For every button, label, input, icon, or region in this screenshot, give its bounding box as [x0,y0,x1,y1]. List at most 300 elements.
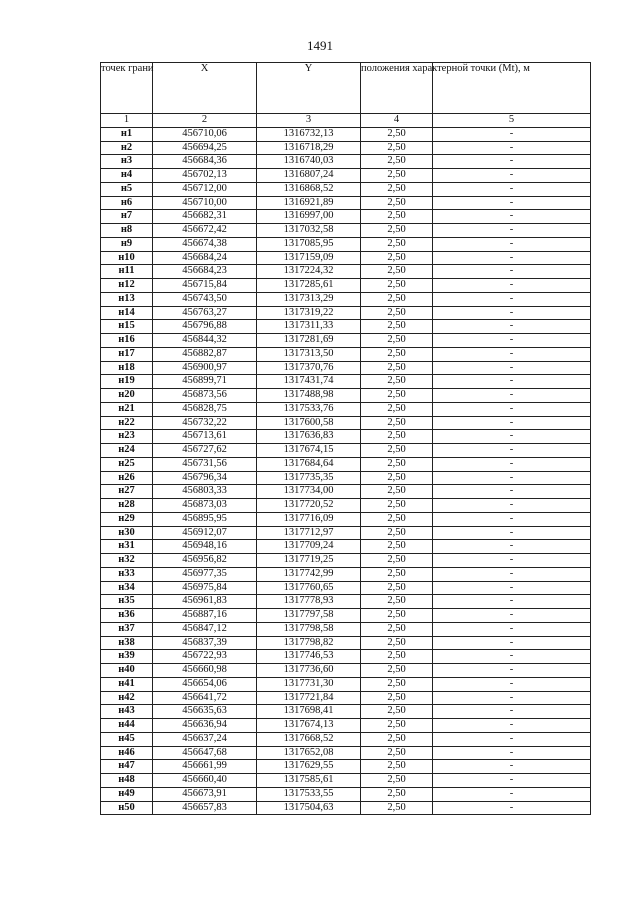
col5-cell: - [433,526,591,540]
y-cell: 1317085,95 [257,237,361,251]
col5-cell: - [433,691,591,705]
y-cell: 1317778,93 [257,595,361,609]
point-id-cell: н1 [101,127,153,141]
point-id-cell: н30 [101,526,153,540]
accuracy-cell: 2,50 [361,650,433,664]
point-id-cell: н25 [101,457,153,471]
table-row [101,760,591,774]
accuracy-cell: 2,50 [361,375,433,389]
y-cell: 1317533,76 [257,402,361,416]
y-cell: 1317674,13 [257,719,361,733]
x-cell: 456654,06 [153,677,257,691]
point-id-cell: н10 [101,251,153,265]
accuracy-cell: 2,50 [361,265,433,279]
x-cell: 456882,87 [153,347,257,361]
col5-cell: - [433,182,591,196]
x-cell: 456727,62 [153,444,257,458]
x-cell: 456684,23 [153,265,257,279]
x-cell: 456895,95 [153,512,257,526]
point-id-cell: н11 [101,265,153,279]
accuracy-cell: 2,50 [361,155,433,169]
table-row [101,471,591,485]
y-cell: 1316718,29 [257,141,361,155]
accuracy-cell: 2,50 [361,774,433,788]
x-cell: 456873,03 [153,499,257,513]
table-row [101,444,591,458]
table-row [101,499,591,513]
x-cell: 456731,56 [153,457,257,471]
table-row [101,609,591,623]
accuracy-cell: 2,50 [361,787,433,801]
col5-cell: - [433,210,591,224]
col5-cell: - [433,567,591,581]
y-cell: 1316868,52 [257,182,361,196]
x-cell: 456635,63 [153,705,257,719]
column-number: 5 [433,114,591,128]
accuracy-cell: 2,50 [361,512,433,526]
col5-cell: - [433,224,591,238]
y-cell: 1317742,99 [257,567,361,581]
point-id-cell: н18 [101,361,153,375]
accuracy-cell: 2,50 [361,416,433,430]
point-id-cell: н12 [101,279,153,293]
table-row [101,210,591,224]
y-cell: 1317285,61 [257,279,361,293]
x-cell: 456900,97 [153,361,257,375]
table-row [101,347,591,361]
y-cell: 1317636,83 [257,430,361,444]
y-cell: 1317668,52 [257,732,361,746]
table-row [101,402,591,416]
y-cell: 1317712,97 [257,526,361,540]
column-number: 1 [101,114,153,128]
y-cell: 1317736,60 [257,664,361,678]
x-cell: 456660,40 [153,774,257,788]
table-row [101,774,591,788]
table-row [101,485,591,499]
accuracy-cell: 2,50 [361,347,433,361]
table-row [101,251,591,265]
col5-cell: - [433,292,591,306]
y-cell: 1317370,76 [257,361,361,375]
table-row [101,416,591,430]
x-cell: 456828,75 [153,402,257,416]
point-id-cell: н39 [101,650,153,664]
x-cell: 456763,27 [153,306,257,320]
point-id-cell: н5 [101,182,153,196]
col5-cell: - [433,375,591,389]
col5-cell: - [433,719,591,733]
y-cell: 1317798,82 [257,636,361,650]
col5-cell: - [433,760,591,774]
point-id-cell: н31 [101,540,153,554]
point-id-cell: н29 [101,512,153,526]
point-id-cell: н41 [101,677,153,691]
table-row [101,581,591,595]
y-cell: 1317674,15 [257,444,361,458]
y-cell: 1317698,41 [257,705,361,719]
col5-cell: - [433,251,591,265]
table-row [101,746,591,760]
point-id-cell: н13 [101,292,153,306]
accuracy-cell: 2,50 [361,499,433,513]
x-cell: 456956,82 [153,554,257,568]
x-cell: 456722,93 [153,650,257,664]
col5-cell: - [433,389,591,403]
col5-cell: - [433,677,591,691]
point-id-cell: н32 [101,554,153,568]
col5-cell: - [433,196,591,210]
table-row [101,141,591,155]
accuracy-cell: 2,50 [361,444,433,458]
accuracy-cell: 2,50 [361,237,433,251]
accuracy-cell: 2,50 [361,471,433,485]
y-cell: 1317311,33 [257,320,361,334]
table-body [101,127,591,815]
accuracy-cell: 2,50 [361,485,433,499]
col5-cell: - [433,416,591,430]
accuracy-cell: 2,50 [361,251,433,265]
y-cell: 1317684,64 [257,457,361,471]
point-id-cell: н4 [101,169,153,183]
y-cell: 1317652,08 [257,746,361,760]
table-row [101,636,591,650]
y-cell: 1317746,53 [257,650,361,664]
y-cell: 1317719,25 [257,554,361,568]
col5-cell: - [433,664,591,678]
y-cell: 1317585,61 [257,774,361,788]
accuracy-cell: 2,50 [361,320,433,334]
x-cell: 456732,22 [153,416,257,430]
header-y: Y [257,63,361,114]
x-cell: 456672,42 [153,224,257,238]
col5-cell: - [433,237,591,251]
x-cell: 456713,61 [153,430,257,444]
x-cell: 456847,12 [153,622,257,636]
accuracy-cell: 2,50 [361,677,433,691]
y-cell: 1317798,58 [257,622,361,636]
x-cell: 456710,06 [153,127,257,141]
point-id-cell: н43 [101,705,153,719]
x-cell: 456661,99 [153,760,257,774]
y-cell: 1316732,13 [257,127,361,141]
accuracy-cell: 2,50 [361,210,433,224]
table-row [101,389,591,403]
y-cell: 1316997,00 [257,210,361,224]
y-cell: 1317159,09 [257,251,361,265]
accuracy-cell: 2,50 [361,279,433,293]
table-row [101,512,591,526]
accuracy-cell: 2,50 [361,402,433,416]
x-cell: 456912,07 [153,526,257,540]
point-id-cell: н3 [101,155,153,169]
point-id-cell: н48 [101,774,153,788]
y-cell: 1317600,58 [257,416,361,430]
accuracy-cell: 2,50 [361,127,433,141]
col5-cell: - [433,471,591,485]
x-cell: 456637,24 [153,732,257,746]
table-row [101,265,591,279]
y-cell: 1317735,35 [257,471,361,485]
col5-cell: - [433,127,591,141]
table-row [101,237,591,251]
point-id-cell: н2 [101,141,153,155]
col5-cell: - [433,485,591,499]
table-row [101,320,591,334]
table-row [101,595,591,609]
y-cell: 1317281,69 [257,334,361,348]
x-cell: 456803,33 [153,485,257,499]
x-cell: 456975,84 [153,581,257,595]
point-id-cell: н19 [101,375,153,389]
col5-cell: - [433,334,591,348]
table-row [101,224,591,238]
point-id-cell: н14 [101,306,153,320]
point-id-cell: н9 [101,237,153,251]
accuracy-cell: 2,50 [361,526,433,540]
col5-cell: - [433,512,591,526]
col5-cell: - [433,457,591,471]
point-id-cell: н22 [101,416,153,430]
point-id-cell: н26 [101,471,153,485]
x-cell: 456702,13 [153,169,257,183]
accuracy-cell: 2,50 [361,636,433,650]
y-cell: 1317032,58 [257,224,361,238]
col5-cell: - [433,347,591,361]
col5-cell: - [433,169,591,183]
accuracy-cell: 2,50 [361,334,433,348]
table-row [101,457,591,471]
y-cell: 1317720,52 [257,499,361,513]
point-id-cell: н42 [101,691,153,705]
accuracy-cell: 2,50 [361,746,433,760]
point-id-cell: н21 [101,402,153,416]
x-cell: 456712,00 [153,182,257,196]
col5-cell: - [433,279,591,293]
y-cell: 1317313,29 [257,292,361,306]
accuracy-cell: 2,50 [361,389,433,403]
y-cell: 1317716,09 [257,512,361,526]
header-accuracy: положения характерной точки (Mt), м [361,63,433,114]
accuracy-cell: 2,50 [361,705,433,719]
table-row [101,650,591,664]
col5-cell: - [433,554,591,568]
col5-cell: - [433,320,591,334]
accuracy-cell: 2,50 [361,540,433,554]
col5-cell: - [433,141,591,155]
accuracy-cell: 2,50 [361,361,433,375]
table-row [101,334,591,348]
table-row [101,279,591,293]
y-cell: 1317734,00 [257,485,361,499]
x-cell: 456684,24 [153,251,257,265]
table-row [101,306,591,320]
y-cell: 1317313,50 [257,347,361,361]
accuracy-cell: 2,50 [361,182,433,196]
header-point: точек грани [101,63,153,114]
col5-cell: - [433,444,591,458]
x-cell: 456641,72 [153,691,257,705]
y-cell: 1317797,58 [257,609,361,623]
point-id-cell: н36 [101,609,153,623]
col5-cell: - [433,402,591,416]
col5-cell: - [433,746,591,760]
accuracy-cell: 2,50 [361,567,433,581]
point-id-cell: н15 [101,320,153,334]
y-cell: 1317488,98 [257,389,361,403]
x-cell: 456977,35 [153,567,257,581]
point-id-cell: н20 [101,389,153,403]
table-row [101,567,591,581]
table-row [101,169,591,183]
point-id-cell: н23 [101,430,153,444]
table-row [101,622,591,636]
header-row [101,63,591,114]
x-cell: 456796,88 [153,320,257,334]
table-row [101,691,591,705]
point-id-cell: н47 [101,760,153,774]
accuracy-cell: 2,50 [361,691,433,705]
point-id-cell: н6 [101,196,153,210]
x-cell: 456710,00 [153,196,257,210]
point-id-cell: н45 [101,732,153,746]
point-id-cell: н28 [101,499,153,513]
x-cell: 456674,38 [153,237,257,251]
accuracy-cell: 2,50 [361,719,433,733]
x-cell: 456873,56 [153,389,257,403]
table-row [101,182,591,196]
accuracy-cell: 2,50 [361,554,433,568]
column-number: 2 [153,114,257,128]
accuracy-cell: 2,50 [361,430,433,444]
y-cell: 1317319,22 [257,306,361,320]
boundary-points-table [100,62,591,815]
col5-cell: - [433,650,591,664]
point-id-cell: н33 [101,567,153,581]
table-row [101,554,591,568]
accuracy-cell: 2,50 [361,457,433,471]
header-x: X [153,63,257,114]
col5-cell: - [433,265,591,279]
accuracy-cell: 2,50 [361,141,433,155]
point-id-cell: н27 [101,485,153,499]
point-id-cell: н7 [101,210,153,224]
x-cell: 456657,83 [153,801,257,815]
point-id-cell: н16 [101,334,153,348]
col5-cell: - [433,540,591,554]
y-cell: 1317431,74 [257,375,361,389]
point-id-cell: н50 [101,801,153,815]
col5-cell: - [433,430,591,444]
accuracy-cell: 2,50 [361,664,433,678]
accuracy-cell: 2,50 [361,609,433,623]
point-id-cell: н34 [101,581,153,595]
point-id-cell: н35 [101,595,153,609]
table-row [101,664,591,678]
col5-cell: - [433,361,591,375]
point-id-cell: н24 [101,444,153,458]
x-cell: 456961,83 [153,595,257,609]
accuracy-cell: 2,50 [361,595,433,609]
x-cell: 456682,31 [153,210,257,224]
y-cell: 1317629,55 [257,760,361,774]
table-row [101,292,591,306]
point-id-cell: н17 [101,347,153,361]
x-cell: 456743,50 [153,292,257,306]
accuracy-cell: 2,50 [361,581,433,595]
col5-cell: - [433,499,591,513]
col5-cell: - [433,732,591,746]
col5-cell: - [433,787,591,801]
y-cell: 1317721,84 [257,691,361,705]
y-cell: 1317709,24 [257,540,361,554]
point-id-cell: н38 [101,636,153,650]
accuracy-cell: 2,50 [361,169,433,183]
y-cell: 1317224,32 [257,265,361,279]
table-row [101,430,591,444]
col5-cell: - [433,705,591,719]
x-cell: 456715,84 [153,279,257,293]
x-cell: 456837,39 [153,636,257,650]
col5-cell: - [433,581,591,595]
col5-cell: - [433,774,591,788]
x-cell: 456948,16 [153,540,257,554]
col5-cell: - [433,622,591,636]
x-cell: 456684,36 [153,155,257,169]
table-row [101,677,591,691]
accuracy-cell: 2,50 [361,732,433,746]
col5-cell: - [433,155,591,169]
accuracy-cell: 2,50 [361,801,433,815]
point-id-cell: н49 [101,787,153,801]
page-number: 1491 [307,38,333,53]
point-id-cell: н37 [101,622,153,636]
column-number: 4 [361,114,433,128]
y-cell: 1317731,30 [257,677,361,691]
y-cell: 1317760,65 [257,581,361,595]
point-id-cell: н8 [101,224,153,238]
x-cell: 456887,16 [153,609,257,623]
table-row [101,127,591,141]
table-row [101,801,591,815]
accuracy-cell: 2,50 [361,306,433,320]
table-row [101,375,591,389]
accuracy-cell: 2,50 [361,196,433,210]
x-cell: 456796,34 [153,471,257,485]
x-cell: 456673,91 [153,787,257,801]
table-row [101,705,591,719]
table-row [101,196,591,210]
y-cell: 1316740,03 [257,155,361,169]
column-number: 3 [257,114,361,128]
table-row [101,732,591,746]
point-id-cell: н46 [101,746,153,760]
table-row [101,155,591,169]
y-cell: 1316921,89 [257,196,361,210]
point-id-cell: н44 [101,719,153,733]
y-cell: 1316807,24 [257,169,361,183]
column-number-row [101,114,591,128]
accuracy-cell: 2,50 [361,760,433,774]
x-cell: 456899,71 [153,375,257,389]
x-cell: 456660,98 [153,664,257,678]
y-cell: 1317533,55 [257,787,361,801]
accuracy-cell: 2,50 [361,224,433,238]
col5-cell: - [433,609,591,623]
point-id-cell: н40 [101,664,153,678]
accuracy-cell: 2,50 [361,622,433,636]
x-cell: 456694,25 [153,141,257,155]
